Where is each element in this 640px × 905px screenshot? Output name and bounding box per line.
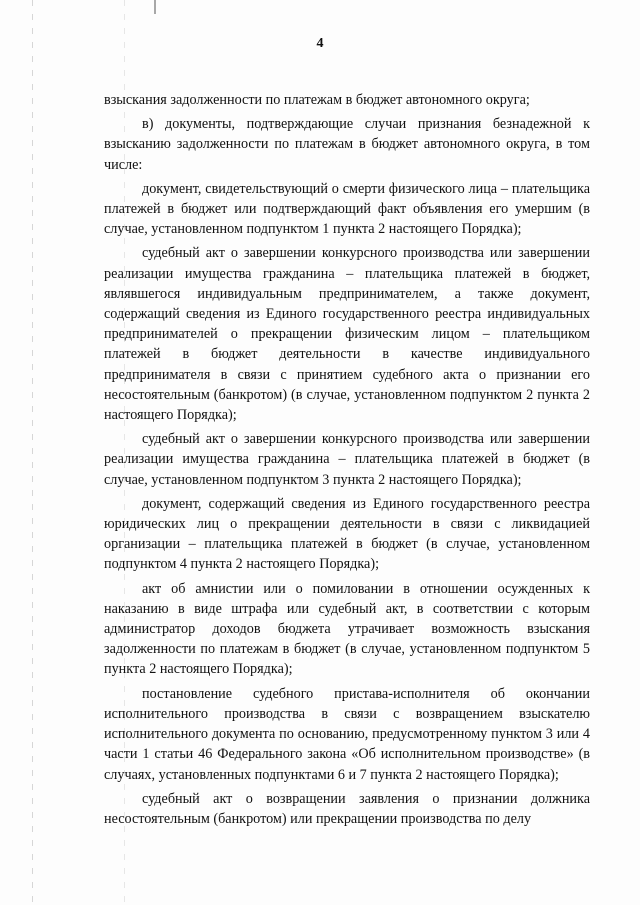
paragraph-bailiff-resolution: постановление судебного пристава-исполнителя об окончании исполнительного производства в связи с возвращением взыскателю исполнительного документа по основанию, предусмотренному пунктом 3 или 4 части 1 статьи 46 Федерального закона «Об исполнительном производстве» (в случаях, установленных подпунктами 6 и 7 пункта 2 настоящего Порядка); (104, 685, 590, 783)
page-number: 4 (316, 36, 324, 51)
paragraph-death-document: документ, свидетельствующий о смерти физического лица – плательщика платежей в бюджет или подтверждающий факт объявления его умершим (в случае, установленном подпунктом 1 пункта 2 настоящего Порядка); (104, 180, 590, 238)
paragraph-liquidation: документ, содержащий сведения из Единого государственного реестра юридических лиц о прекращении деятельности в связи с ликвидацией организации – плательщика платежей в бюджет (в случае, установленном подпунктом 4 пункта 2 настоящего Порядка); (104, 495, 590, 573)
paragraph-amnesty: акт об амнистии или о помиловании в отношении осужденных к наказанию в виде штрафа или судебный акт, в соответствии с которым администратор доходов бюджета утрачивает возможность взыскания задолженности по платежам в бюджет (в случае, установленном подпунктом 5 пункта 2 настоящего Порядка); (104, 580, 590, 678)
paragraph-continuation: взыскания задолженности по платежам в бюджет автономного округа; (104, 92, 530, 108)
scan-mark (154, 0, 156, 14)
paragraph-item-v: в) документы, подтверждающие случаи признания безнадежной к взысканию задолженности по платежам в бюджет автономного округа, в том числе: (104, 116, 590, 173)
document-body (104, 90, 590, 833)
paragraph-court-return: судебный акт о возвращении заявления о признании должника несостоятельным (банкротом) или прекращении производства по делу (104, 790, 590, 827)
paragraph-bankruptcy-citizen: судебный акт о завершении конкурсного производства или завершении реализации имущества гражданина – плательщика платежей в бюджет (в случае, установленном подпунктом 3 пункта 2 настоящего Порядка); (104, 431, 590, 488)
paragraph-bankruptcy-entrepreneur: судебный акт о завершении конкурсного производства или завершении реализации имущества гражданина – плательщика платежей в бюджет, являвшегося индивидуальным предпринимателем, а также документ, содержащий сведения из Единого государственного реестра индивидуальных предпринимателей о прекращении физическим лицом – плательщиком платежей в бюджет деятельности в качестве индивидуального предпринимателя в связи с принятием судебного акта о признании его несостоятельным (банкротом) (в случае, установленном подпунктом 2 пункта 2 настоящего Порядка); (104, 245, 590, 424)
scan-binding-edge (32, 0, 33, 905)
